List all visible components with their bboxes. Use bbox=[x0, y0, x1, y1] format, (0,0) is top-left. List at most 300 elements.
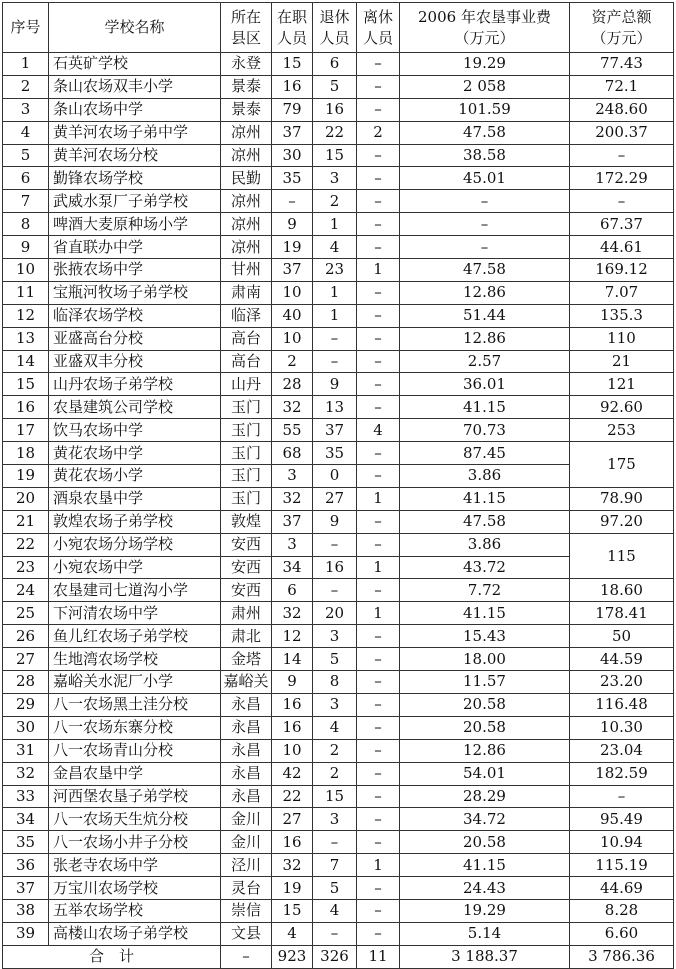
retired-count-cell: 15 bbox=[313, 785, 357, 808]
county-cell: 永昌 bbox=[221, 762, 272, 785]
table-row bbox=[3, 716, 674, 739]
row-no-cell: 39 bbox=[3, 922, 49, 945]
county-cell: 文县 bbox=[221, 922, 272, 945]
county-cell: 安西 bbox=[221, 556, 272, 579]
table-row bbox=[3, 533, 674, 556]
row-no-cell: 8 bbox=[3, 213, 49, 236]
county-cell: 永昌 bbox=[221, 739, 272, 762]
retired-count-cell: 4 bbox=[313, 716, 357, 739]
assets-cell: 77.43 bbox=[570, 53, 674, 76]
row-no-cell: 11 bbox=[3, 281, 49, 304]
fee-cell: 41.15 bbox=[400, 396, 570, 419]
assets-cell: 115.19 bbox=[570, 854, 674, 877]
school-name-cell: 八一农场东寨分校 bbox=[49, 716, 221, 739]
school-name-cell: 宝瓶河牧场子弟学校 bbox=[49, 281, 221, 304]
lixiu-count-cell: – bbox=[357, 236, 400, 259]
retired-count-cell: 22 bbox=[313, 121, 357, 144]
row-no-cell: 24 bbox=[3, 579, 49, 602]
lixiu-count-cell: – bbox=[357, 808, 400, 831]
retired-count-cell: 13 bbox=[313, 396, 357, 419]
staff-count-cell: 32 bbox=[272, 854, 313, 877]
county-cell: 甘州 bbox=[221, 259, 272, 282]
table-row bbox=[3, 167, 674, 190]
header-fee-line1: 2006 年农垦事业费 bbox=[418, 8, 551, 27]
row-no-cell: 18 bbox=[3, 442, 49, 465]
assets-cell: 21 bbox=[570, 350, 674, 373]
lixiu-count-cell: 2 bbox=[357, 121, 400, 144]
row-no-cell: 22 bbox=[3, 533, 49, 556]
table-row bbox=[3, 213, 674, 236]
staff-count-cell: 15 bbox=[272, 53, 313, 76]
assets-cell: 8.28 bbox=[570, 899, 674, 922]
lixiu-count-cell: 1 bbox=[357, 259, 400, 282]
school-name-cell: 敦煌农场子弟学校 bbox=[49, 510, 221, 533]
fee-cell: 101.59 bbox=[400, 98, 570, 121]
lixiu-count-cell: – bbox=[357, 75, 400, 98]
row-no-cell: 32 bbox=[3, 762, 49, 785]
staff-count-cell: 37 bbox=[272, 510, 313, 533]
fee-cell: 2 058 bbox=[400, 75, 570, 98]
table-row bbox=[3, 442, 674, 465]
retired-count-cell: 4 bbox=[313, 236, 357, 259]
fee-cell: 47.58 bbox=[400, 510, 570, 533]
school-name-cell: 高楼山农场子弟学校 bbox=[49, 922, 221, 945]
fee-cell: 12.86 bbox=[400, 327, 570, 350]
school-name-cell: 嘉峪关水泥厂小学 bbox=[49, 671, 221, 694]
staff-count-cell: 35 bbox=[272, 167, 313, 190]
staff-count-cell: 9 bbox=[272, 213, 313, 236]
fee-cell: – bbox=[400, 190, 570, 213]
staff-count-cell: 3 bbox=[272, 465, 313, 488]
table-row bbox=[3, 785, 674, 808]
county-cell: 凉州 bbox=[221, 190, 272, 213]
staff-count-cell: 30 bbox=[272, 144, 313, 167]
retired-count-cell: 23 bbox=[313, 259, 357, 282]
table-row bbox=[3, 762, 674, 785]
lixiu-count-cell: – bbox=[357, 671, 400, 694]
table-row bbox=[3, 877, 674, 900]
assets-cell: 44.61 bbox=[570, 236, 674, 259]
assets-cell: 200.37 bbox=[570, 121, 674, 144]
row-no-cell: 31 bbox=[3, 739, 49, 762]
school-name-cell: 生地湾农场学校 bbox=[49, 648, 221, 671]
retired-count-cell: 15 bbox=[313, 144, 357, 167]
staff-count-cell: 32 bbox=[272, 396, 313, 419]
lixiu-count-cell: – bbox=[357, 213, 400, 236]
staff-count-cell: 16 bbox=[272, 831, 313, 854]
assets-cell: 135.3 bbox=[570, 304, 674, 327]
county-cell: 景泰 bbox=[221, 75, 272, 98]
assets-cell: 172.29 bbox=[570, 167, 674, 190]
school-name-cell: 农垦建筑公司学校 bbox=[49, 396, 221, 419]
lixiu-count-cell: – bbox=[357, 396, 400, 419]
header-county-line1: 所在 bbox=[230, 8, 261, 27]
county-cell: 肃北 bbox=[221, 625, 272, 648]
table-row bbox=[3, 144, 674, 167]
school-name-cell: 石英矿学校 bbox=[49, 53, 221, 76]
fee-cell: 20.58 bbox=[400, 716, 570, 739]
fee-cell: 47.58 bbox=[400, 121, 570, 144]
header-assets bbox=[570, 3, 674, 53]
school-name-cell: 酒泉农垦中学 bbox=[49, 487, 221, 510]
fee-cell: 12.86 bbox=[400, 739, 570, 762]
assets-cell: 72.1 bbox=[570, 75, 674, 98]
header-staff bbox=[272, 3, 313, 53]
assets-cell: – bbox=[570, 144, 674, 167]
row-no-cell: 15 bbox=[3, 373, 49, 396]
retired-count-cell: – bbox=[313, 831, 357, 854]
header-staff-line2: 人员 bbox=[276, 28, 307, 47]
table-row bbox=[3, 190, 674, 213]
table-row bbox=[3, 579, 674, 602]
retired-count-cell: 2 bbox=[313, 762, 357, 785]
assets-cell: 10.94 bbox=[570, 831, 674, 854]
assets-cell: 44.69 bbox=[570, 877, 674, 900]
row-no-cell: 7 bbox=[3, 190, 49, 213]
retired-count-cell: – bbox=[313, 533, 357, 556]
school-name-cell: 农垦建司七道沟小学 bbox=[49, 579, 221, 602]
county-cell: 肃南 bbox=[221, 281, 272, 304]
county-cell: 玉门 bbox=[221, 419, 272, 442]
retired-count-cell: – bbox=[313, 327, 357, 350]
lixiu-count-cell: – bbox=[357, 648, 400, 671]
lixiu-count-cell: – bbox=[357, 442, 400, 465]
table-row bbox=[3, 854, 674, 877]
header-assets-line2: （万元） bbox=[591, 28, 652, 47]
fee-cell: 47.58 bbox=[400, 259, 570, 282]
row-no-cell: 3 bbox=[3, 98, 49, 121]
county-cell: 高台 bbox=[221, 327, 272, 350]
fee-cell: 15.43 bbox=[400, 625, 570, 648]
school-name-cell: 黄羊河农场分校 bbox=[49, 144, 221, 167]
retired-count-cell: 16 bbox=[313, 98, 357, 121]
row-no-cell: 6 bbox=[3, 167, 49, 190]
row-no-cell: 23 bbox=[3, 556, 49, 579]
fee-cell: 51.44 bbox=[400, 304, 570, 327]
row-no-cell: 25 bbox=[3, 602, 49, 625]
lixiu-count-cell: – bbox=[357, 350, 400, 373]
staff-count-cell: 28 bbox=[272, 373, 313, 396]
retired-count-cell: 5 bbox=[313, 877, 357, 900]
table-body bbox=[3, 53, 674, 946]
table-row bbox=[3, 304, 674, 327]
header-no: 序号 bbox=[3, 3, 49, 53]
header-county bbox=[221, 3, 272, 53]
school-name-cell: 临泽农场学校 bbox=[49, 304, 221, 327]
total-lixiu: 11 bbox=[357, 945, 400, 968]
county-cell: 永昌 bbox=[221, 785, 272, 808]
county-cell: 灵台 bbox=[221, 877, 272, 900]
staff-count-cell: 55 bbox=[272, 419, 313, 442]
staff-count-cell: 16 bbox=[272, 75, 313, 98]
school-name-cell: 下河清农场中学 bbox=[49, 602, 221, 625]
total-label: 合 计 bbox=[3, 945, 221, 968]
retired-count-cell: 5 bbox=[313, 648, 357, 671]
lixiu-count-cell: 1 bbox=[357, 556, 400, 579]
assets-cell: 10.30 bbox=[570, 716, 674, 739]
retired-count-cell: 4 bbox=[313, 899, 357, 922]
row-no-cell: 30 bbox=[3, 716, 49, 739]
row-no-cell: 38 bbox=[3, 899, 49, 922]
fee-cell: 5.14 bbox=[400, 922, 570, 945]
staff-count-cell: 27 bbox=[272, 808, 313, 831]
row-no-cell: 1 bbox=[3, 53, 49, 76]
assets-cell: 18.60 bbox=[570, 579, 674, 602]
table-row bbox=[3, 602, 674, 625]
table-row bbox=[3, 281, 674, 304]
staff-count-cell: 10 bbox=[272, 327, 313, 350]
lixiu-count-cell: – bbox=[357, 785, 400, 808]
county-cell: 安西 bbox=[221, 533, 272, 556]
school-name-cell: 小宛农场中学 bbox=[49, 556, 221, 579]
header-lixiu bbox=[357, 3, 400, 53]
assets-cell: 95.49 bbox=[570, 808, 674, 831]
total-row bbox=[3, 945, 674, 968]
lixiu-count-cell: – bbox=[357, 465, 400, 488]
staff-count-cell: 34 bbox=[272, 556, 313, 579]
total-assets: 3 786.36 bbox=[570, 945, 674, 968]
retired-count-cell: – bbox=[313, 922, 357, 945]
retired-count-cell: 3 bbox=[313, 808, 357, 831]
lixiu-count-cell: – bbox=[357, 716, 400, 739]
staff-count-cell: 16 bbox=[272, 693, 313, 716]
school-name-cell: 八一农场黑土洼分校 bbox=[49, 693, 221, 716]
county-cell: 嘉峪关 bbox=[221, 671, 272, 694]
table-row bbox=[3, 648, 674, 671]
assets-cell: 23.20 bbox=[570, 671, 674, 694]
county-cell: 景泰 bbox=[221, 98, 272, 121]
assets-cell: 78.90 bbox=[570, 487, 674, 510]
staff-count-cell: 16 bbox=[272, 716, 313, 739]
header-lixiu-line1: 离休 bbox=[362, 8, 393, 27]
header-staff-line1: 在职 bbox=[276, 8, 307, 27]
fee-cell: – bbox=[400, 213, 570, 236]
county-cell: 金塔 bbox=[221, 648, 272, 671]
header-fee bbox=[400, 3, 570, 53]
fee-cell: 41.15 bbox=[400, 602, 570, 625]
fee-cell: 45.01 bbox=[400, 167, 570, 190]
fee-cell: 19.29 bbox=[400, 899, 570, 922]
fee-cell: 19.29 bbox=[400, 53, 570, 76]
table-row bbox=[3, 327, 674, 350]
school-name-cell: 山丹农场子弟学校 bbox=[49, 373, 221, 396]
fee-cell: 28.29 bbox=[400, 785, 570, 808]
table-row bbox=[3, 419, 674, 442]
lixiu-count-cell: – bbox=[357, 579, 400, 602]
header-county-line2: 县区 bbox=[230, 28, 261, 47]
county-cell: 临泽 bbox=[221, 304, 272, 327]
table-row bbox=[3, 121, 674, 144]
school-name-cell: 黄花农场中学 bbox=[49, 442, 221, 465]
assets-cell: – bbox=[570, 190, 674, 213]
assets-cell: 44.59 bbox=[570, 648, 674, 671]
assets-cell: 50 bbox=[570, 625, 674, 648]
retired-count-cell: 5 bbox=[313, 75, 357, 98]
table-header bbox=[3, 3, 674, 53]
county-cell: 敦煌 bbox=[221, 510, 272, 533]
row-no-cell: 29 bbox=[3, 693, 49, 716]
table-row bbox=[3, 373, 674, 396]
county-cell: 玉门 bbox=[221, 487, 272, 510]
row-no-cell: 28 bbox=[3, 671, 49, 694]
retired-count-cell: 37 bbox=[313, 419, 357, 442]
fee-cell: 20.58 bbox=[400, 693, 570, 716]
school-name-cell: 万宝川农场学校 bbox=[49, 877, 221, 900]
fee-cell: 43.72 bbox=[400, 556, 570, 579]
assets-cell: 115 bbox=[570, 533, 674, 579]
fee-cell: 70.73 bbox=[400, 419, 570, 442]
county-cell: 永登 bbox=[221, 53, 272, 76]
staff-count-cell: 19 bbox=[272, 236, 313, 259]
staff-count-cell: 32 bbox=[272, 487, 313, 510]
assets-cell: 253 bbox=[570, 419, 674, 442]
assets-cell: 110 bbox=[570, 327, 674, 350]
county-cell: 金川 bbox=[221, 831, 272, 854]
table-row bbox=[3, 831, 674, 854]
school-name-cell: 武威水泵厂子弟学校 bbox=[49, 190, 221, 213]
staff-count-cell: 68 bbox=[272, 442, 313, 465]
assets-cell: 175 bbox=[570, 442, 674, 488]
header-retired bbox=[313, 3, 357, 53]
school-name-cell: 五举农场学校 bbox=[49, 899, 221, 922]
lixiu-count-cell: 1 bbox=[357, 602, 400, 625]
school-name-cell: 鱼儿红农场子弟学校 bbox=[49, 625, 221, 648]
school-name-cell: 勤锋农场学校 bbox=[49, 167, 221, 190]
header-retired-line2: 人员 bbox=[319, 28, 350, 47]
retired-count-cell: – bbox=[313, 579, 357, 602]
county-cell: 山丹 bbox=[221, 373, 272, 396]
fee-cell: 41.15 bbox=[400, 487, 570, 510]
row-no-cell: 5 bbox=[3, 144, 49, 167]
row-no-cell: 12 bbox=[3, 304, 49, 327]
row-no-cell: 10 bbox=[3, 259, 49, 282]
table-row bbox=[3, 236, 674, 259]
assets-cell: 97.20 bbox=[570, 510, 674, 533]
table-row bbox=[3, 693, 674, 716]
row-no-cell: 14 bbox=[3, 350, 49, 373]
lixiu-count-cell: 4 bbox=[357, 419, 400, 442]
table-row bbox=[3, 396, 674, 419]
row-no-cell: 27 bbox=[3, 648, 49, 671]
school-name-cell: 八一农场青山分校 bbox=[49, 739, 221, 762]
retired-count-cell: 35 bbox=[313, 442, 357, 465]
school-name-cell: 张掖农场中学 bbox=[49, 259, 221, 282]
fee-cell: – bbox=[400, 236, 570, 259]
row-no-cell: 13 bbox=[3, 327, 49, 350]
table-row bbox=[3, 75, 674, 98]
county-cell: 凉州 bbox=[221, 144, 272, 167]
school-name-cell: 黄羊河农场子弟中学 bbox=[49, 121, 221, 144]
assets-cell: 67.37 bbox=[570, 213, 674, 236]
school-name-cell: 黄花农场小学 bbox=[49, 465, 221, 488]
row-no-cell: 33 bbox=[3, 785, 49, 808]
school-name-cell: 张老寺农场中学 bbox=[49, 854, 221, 877]
row-no-cell: 16 bbox=[3, 396, 49, 419]
retired-count-cell: 8 bbox=[313, 671, 357, 694]
staff-count-cell: 40 bbox=[272, 304, 313, 327]
county-cell: 凉州 bbox=[221, 121, 272, 144]
county-cell: 泾川 bbox=[221, 854, 272, 877]
table-row bbox=[3, 53, 674, 76]
retired-count-cell: 7 bbox=[313, 854, 357, 877]
assets-cell: 178.41 bbox=[570, 602, 674, 625]
county-cell: 肃州 bbox=[221, 602, 272, 625]
fee-cell: 54.01 bbox=[400, 762, 570, 785]
row-no-cell: 21 bbox=[3, 510, 49, 533]
retired-count-cell: 2 bbox=[313, 739, 357, 762]
total-staff: 923 bbox=[272, 945, 313, 968]
lixiu-count-cell: – bbox=[357, 281, 400, 304]
retired-count-cell: 1 bbox=[313, 213, 357, 236]
county-cell: 凉州 bbox=[221, 236, 272, 259]
retired-count-cell: 3 bbox=[313, 167, 357, 190]
lixiu-count-cell: – bbox=[357, 762, 400, 785]
row-no-cell: 17 bbox=[3, 419, 49, 442]
school-name-cell: 啤酒大麦原种场小学 bbox=[49, 213, 221, 236]
staff-count-cell: 12 bbox=[272, 625, 313, 648]
row-no-cell: 26 bbox=[3, 625, 49, 648]
school-name-cell: 亚盛高台分校 bbox=[49, 327, 221, 350]
staff-count-cell: 79 bbox=[272, 98, 313, 121]
lixiu-count-cell: – bbox=[357, 98, 400, 121]
school-name-cell: 饮马农场中学 bbox=[49, 419, 221, 442]
lixiu-count-cell: – bbox=[357, 739, 400, 762]
county-cell: 崇信 bbox=[221, 899, 272, 922]
lixiu-count-cell: – bbox=[357, 53, 400, 76]
fee-cell: 11.57 bbox=[400, 671, 570, 694]
lixiu-count-cell: – bbox=[357, 373, 400, 396]
lixiu-count-cell: – bbox=[357, 922, 400, 945]
retired-count-cell: 1 bbox=[313, 281, 357, 304]
row-no-cell: 20 bbox=[3, 487, 49, 510]
staff-count-cell: 37 bbox=[272, 121, 313, 144]
lixiu-count-cell: – bbox=[357, 693, 400, 716]
lixiu-count-cell: – bbox=[357, 167, 400, 190]
lixiu-count-cell: 1 bbox=[357, 854, 400, 877]
school-table bbox=[2, 2, 674, 969]
assets-cell: – bbox=[570, 785, 674, 808]
county-cell: 高台 bbox=[221, 350, 272, 373]
school-name-cell: 亚盛双丰分校 bbox=[49, 350, 221, 373]
lixiu-count-cell: – bbox=[357, 190, 400, 213]
header-retired-line1: 退休 bbox=[319, 8, 350, 27]
retired-count-cell: 3 bbox=[313, 625, 357, 648]
fee-cell: 38.58 bbox=[400, 144, 570, 167]
assets-cell: 116.48 bbox=[570, 693, 674, 716]
county-cell: 玉门 bbox=[221, 465, 272, 488]
lixiu-count-cell: – bbox=[357, 877, 400, 900]
fee-cell: 3.86 bbox=[400, 465, 570, 488]
fee-cell: 41.15 bbox=[400, 854, 570, 877]
table-row bbox=[3, 671, 674, 694]
county-cell: 永昌 bbox=[221, 716, 272, 739]
lixiu-count-cell: – bbox=[357, 533, 400, 556]
row-no-cell: 37 bbox=[3, 877, 49, 900]
row-no-cell: 36 bbox=[3, 854, 49, 877]
table-row bbox=[3, 808, 674, 831]
retired-count-cell: – bbox=[313, 350, 357, 373]
header-assets-line1: 资产总额 bbox=[591, 8, 652, 27]
lixiu-count-cell: – bbox=[357, 899, 400, 922]
retired-count-cell: 9 bbox=[313, 510, 357, 533]
school-name-cell: 条山农场双丰小学 bbox=[49, 75, 221, 98]
county-cell: 凉州 bbox=[221, 213, 272, 236]
header-lixiu-line2: 人员 bbox=[362, 28, 393, 47]
county-cell: 安西 bbox=[221, 579, 272, 602]
staff-count-cell: 10 bbox=[272, 739, 313, 762]
lixiu-count-cell: 1 bbox=[357, 487, 400, 510]
fee-cell: 12.86 bbox=[400, 281, 570, 304]
